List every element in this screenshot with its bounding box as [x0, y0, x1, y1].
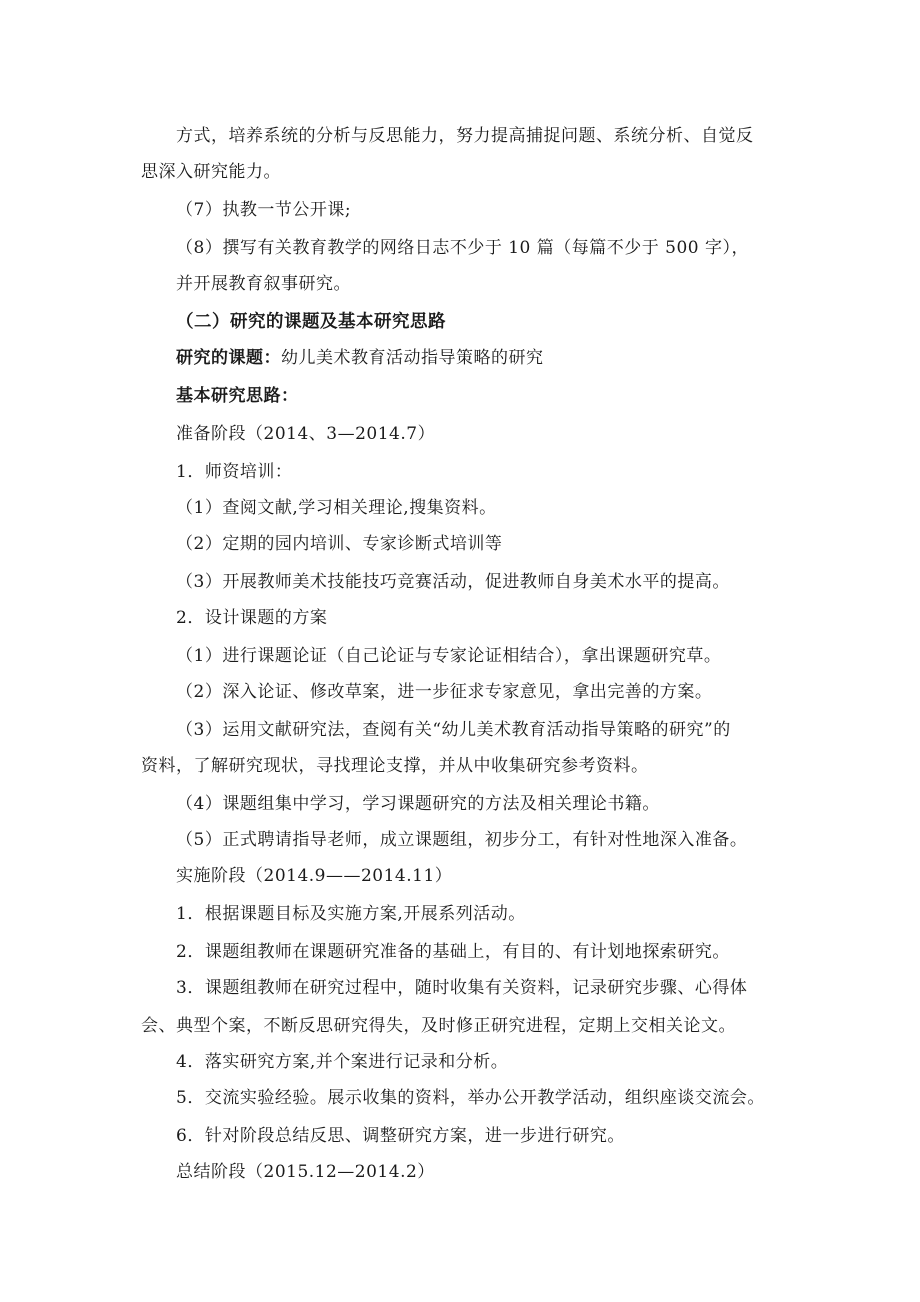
list-item: （1）查阅文献,学习相关理论,搜集资料。 [176, 498, 497, 518]
list-item: （2）定期的园内培训、专家诊断式培训等 [176, 534, 503, 554]
list-item: （2）深入论证、修改草案，进一步征求专家意见，拿出完善的方案。 [176, 682, 713, 702]
research-topic-value: 幼儿美术教育活动指导策略的研究 [281, 348, 544, 368]
list-item: 3．课题组教师在研究过程中，随时收集有关资料，记录研究步骤、心得体 [176, 978, 748, 998]
list-item-continued: 会、典型个案，不断反思研究得失，及时修正研究进程，定期上交相关论文。 [141, 1016, 736, 1036]
impl-stage-title: 实施阶段（2014.9——2014.11） [176, 866, 453, 886]
list-item: （1）进行课题论证（自己论证与专家论证相结合），拿出课题研究草。 [176, 646, 722, 666]
list-item-8-continued: 并开展教育叙事研究。 [176, 274, 351, 294]
approach-label: 基本研究思路： [176, 386, 299, 406]
list-item: （3）运用文献研究法，查阅有关“幼儿美术教育活动指导策略的研究”的 [176, 720, 731, 740]
research-topic [176, 346, 544, 370]
list-item-continued: 资料，了解研究现状，寻找理论支撑，并从中收集研究参考资料。 [141, 756, 649, 776]
list-item: （5）正式聘请指导老师，成立课题组，初步分工，有针对性地深入准备。 [176, 830, 748, 850]
list-item: （4）课题组集中学习，学习课题研究的方法及相关理论书籍。 [176, 794, 660, 814]
list-item-7: （7）执教一节公开课; [176, 200, 352, 220]
list-item: 1．根据课题目标及实施方案,开展系列活动。 [176, 904, 526, 924]
paragraph-line: 思深入研究能力。 [141, 162, 281, 182]
prep-stage-title: 准备阶段（2014、3—2014.7） [176, 424, 436, 444]
list-item: 5．交流实验经验。展示收集的资料，举办公开教学活动，组织座谈交流会。 [176, 1088, 765, 1108]
list-item: 2．课题组教师在课题研究准备的基础上，有目的、有计划地探索研究。 [176, 942, 730, 962]
list-item: （3）开展教师美术技能技巧竞赛活动，促进教师自身美术水平的提高。 [176, 572, 730, 592]
list-item: 4．落实研究方案,并个案进行记录和分析。 [176, 1052, 509, 1072]
paragraph-line: 方式，培养系统的分析与反思能力，努力提高捕捉问题、系统分析、自觉反 [176, 126, 754, 146]
research-topic-label: 研究的课题： [176, 348, 281, 368]
list-item-8: （8）撰写有关教育教学的网络日志不少于 10 篇（每篇不少于 500 字）， [176, 238, 750, 258]
section-heading: （二）研究的课题及基本研究思路 [176, 312, 446, 332]
prep-sub1-title: 1．师资培训： [176, 462, 293, 482]
prep-sub2-title: 2．设计课题的方案 [176, 608, 328, 628]
summary-stage-title: 总结阶段（2015.12—2014.2） [176, 1162, 435, 1182]
list-item: 6．针对阶段总结反思、调整研究方案，进一步进行研究。 [176, 1126, 625, 1146]
